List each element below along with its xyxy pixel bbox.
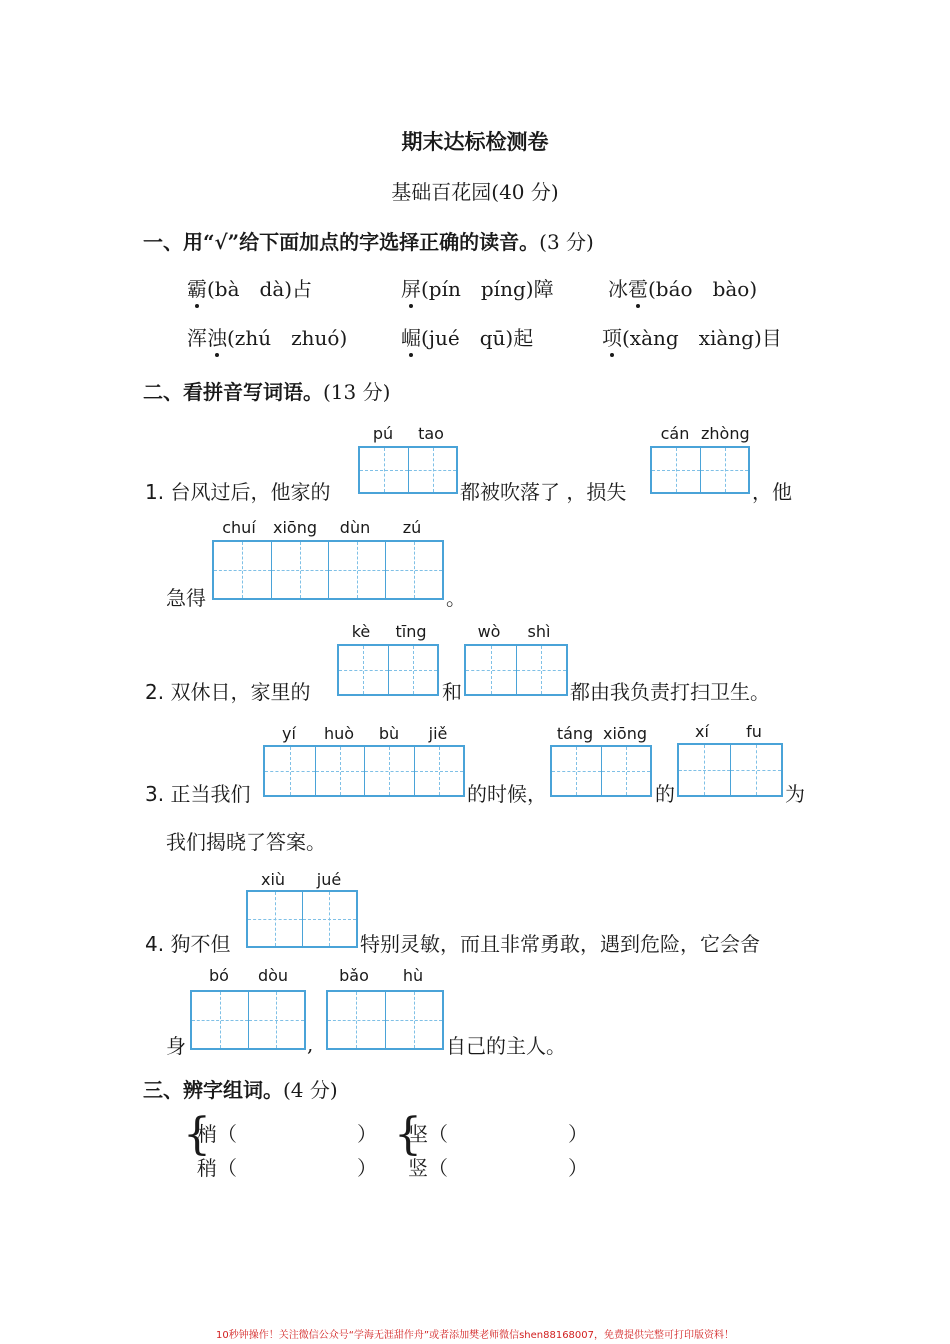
- q1-pinyin-3: cán: [660, 424, 690, 443]
- q2-pinyin-1: kè: [351, 622, 371, 641]
- q3-text1: 正当我们: [170, 782, 251, 806]
- section3-heading: [143, 1074, 338, 1103]
- q1-pinyin-6: xiōng: [273, 518, 317, 537]
- q4-writing-grid-1[interactable]: [246, 890, 358, 948]
- section1-heading-text: 一、用“√”给下面加点的字选择正确的读音。: [143, 230, 540, 254]
- pinyin-item-1: [187, 273, 312, 302]
- q3-pinyin-3: bù: [378, 724, 400, 743]
- pinyin-item-5: [401, 322, 533, 351]
- brace-icon: {: [394, 1109, 422, 1160]
- q3-pinyin-8: fu: [746, 722, 762, 741]
- section2-heading: [143, 376, 390, 405]
- dotted-char: 崛: [401, 322, 421, 351]
- q1-pinyin-4: zhòng: [701, 424, 750, 443]
- q3-text5: 我们揭晓了答案。: [166, 830, 326, 854]
- item-options: (xàng xiàng)目: [622, 326, 782, 350]
- q4-text1: 狗不但: [170, 932, 231, 956]
- group2-item1: 坚（ ）: [408, 1122, 588, 1146]
- q4-writing-grid-2[interactable]: [190, 990, 306, 1050]
- q1-writing-grid-3[interactable]: [212, 540, 444, 600]
- dotted-char: 项: [602, 322, 622, 351]
- section1-score: (3 分): [539, 230, 594, 254]
- section3-score: (4 分): [283, 1078, 338, 1102]
- dotted-char: 霸: [187, 273, 207, 302]
- q3-writing-grid-1[interactable]: [263, 745, 465, 797]
- pinyin-item-3: [608, 273, 757, 302]
- q2-pinyin-3: wò: [477, 622, 501, 641]
- item-prefix: 浑: [187, 326, 207, 350]
- q4-text3: 身: [166, 1034, 186, 1058]
- pinyin-item-4: [187, 322, 347, 351]
- q1-pinyin-2: tao: [418, 424, 444, 443]
- q1-writing-grid-1[interactable]: [358, 446, 458, 494]
- section1-heading: [143, 226, 594, 255]
- q4-text5: 自己的主人。: [446, 1034, 566, 1058]
- q4-pinyin-4: dòu: [257, 966, 289, 985]
- q2-pinyin-4: shì: [527, 622, 551, 641]
- item-prefix: 冰: [608, 277, 628, 301]
- dotted-char: 雹: [628, 273, 648, 302]
- q3-number: 3.: [145, 782, 165, 806]
- q4-pinyin-5: bǎo: [339, 966, 369, 985]
- q1-pinyin-7: dùn: [339, 518, 371, 537]
- q3-writing-grid-3[interactable]: [677, 743, 783, 797]
- q1-pinyin-1: pú: [372, 424, 394, 443]
- q2-writing-grid-2[interactable]: [464, 644, 568, 696]
- q2-number: 2.: [145, 680, 165, 704]
- q1-text1: 台风过后，他家的: [170, 480, 331, 504]
- q3-pinyin-4: jiě: [428, 724, 448, 743]
- section2-heading-text: 二、看拼音写词语。: [143, 380, 323, 404]
- pinyin-item-2: [401, 273, 554, 302]
- q2-text1: 双休日，家里的: [170, 680, 311, 704]
- q4-text2: 特别灵敏，而且非常勇敢，遇到危险，它会舍: [360, 932, 760, 956]
- section2-score: (13 分): [323, 380, 391, 404]
- q3-pinyin-1: yí: [282, 724, 296, 743]
- q4-writing-grid-3[interactable]: [326, 990, 444, 1050]
- page-title: 期末达标检测卷: [401, 129, 549, 154]
- q4-pinyin-2: jué: [316, 870, 342, 889]
- q2-text3: 都由我负责打扫卫生。: [570, 680, 770, 704]
- q3-pinyin-5: táng: [556, 724, 594, 743]
- item-options: (báo bào): [648, 277, 758, 301]
- footer-notice: 10秒钟操作！关注微信公众号“学海无涯甜作舟”或者添加樊老师微信shen88168007，免费提供完整可打印版资料！: [215, 1330, 735, 1341]
- q3-text4: 为: [785, 782, 805, 806]
- q4-text4: ,: [307, 1032, 314, 1056]
- q2-pinyin-2: tīng: [395, 622, 427, 641]
- q3-pinyin-6: xiōng: [603, 724, 647, 743]
- q3-line: [145, 778, 250, 807]
- q1-pinyin-5: chuí: [222, 518, 256, 537]
- dotted-char: 屏: [401, 273, 421, 302]
- q4-pinyin-3: bó: [209, 966, 229, 985]
- q2-text2: 和: [442, 680, 462, 704]
- pinyin-item-6: [602, 322, 782, 351]
- item-options: (pín píng)障: [421, 277, 554, 301]
- q4-line: [145, 928, 230, 957]
- q4-pinyin-1: xiù: [260, 870, 286, 889]
- group1-item1: 梢（ ）: [197, 1122, 377, 1146]
- q1-pinyin-8: zú: [402, 518, 422, 537]
- q1-text4: 急得: [166, 586, 206, 610]
- q1-text3: ，他: [752, 480, 792, 504]
- q1-text5: 。: [446, 586, 466, 610]
- q3-text2: 的时候，: [467, 782, 547, 806]
- group1-item2: 稍（ ）: [197, 1156, 377, 1180]
- item-options: (zhú zhuó): [227, 326, 348, 350]
- q1-number: 1.: [145, 480, 165, 504]
- group2-item2: 竖（ ）: [408, 1156, 588, 1180]
- q2-line: [145, 676, 310, 705]
- dotted-char: 浊: [207, 322, 227, 351]
- q1-line1: [145, 476, 330, 505]
- q4-number: 4.: [145, 932, 165, 956]
- q4-pinyin-6: hù: [402, 966, 424, 985]
- section3-heading-text: 三、辨字组词。: [143, 1078, 283, 1102]
- q3-writing-grid-2[interactable]: [550, 745, 652, 797]
- item-options: (bà dà)占: [207, 277, 313, 301]
- q1-text2: 都被吹落了 ，损失: [460, 480, 627, 504]
- q1-writing-grid-2[interactable]: [650, 446, 750, 494]
- q3-text3: 的: [655, 782, 675, 806]
- q3-pinyin-2: huò: [323, 724, 355, 743]
- brace-icon: {: [183, 1109, 211, 1160]
- section-subtitle: 基础百花园(40 分): [391, 180, 559, 204]
- q2-writing-grid-1[interactable]: [337, 644, 439, 696]
- item-options: (jué qū)起: [421, 326, 534, 350]
- q3-pinyin-7: xí: [695, 722, 709, 741]
